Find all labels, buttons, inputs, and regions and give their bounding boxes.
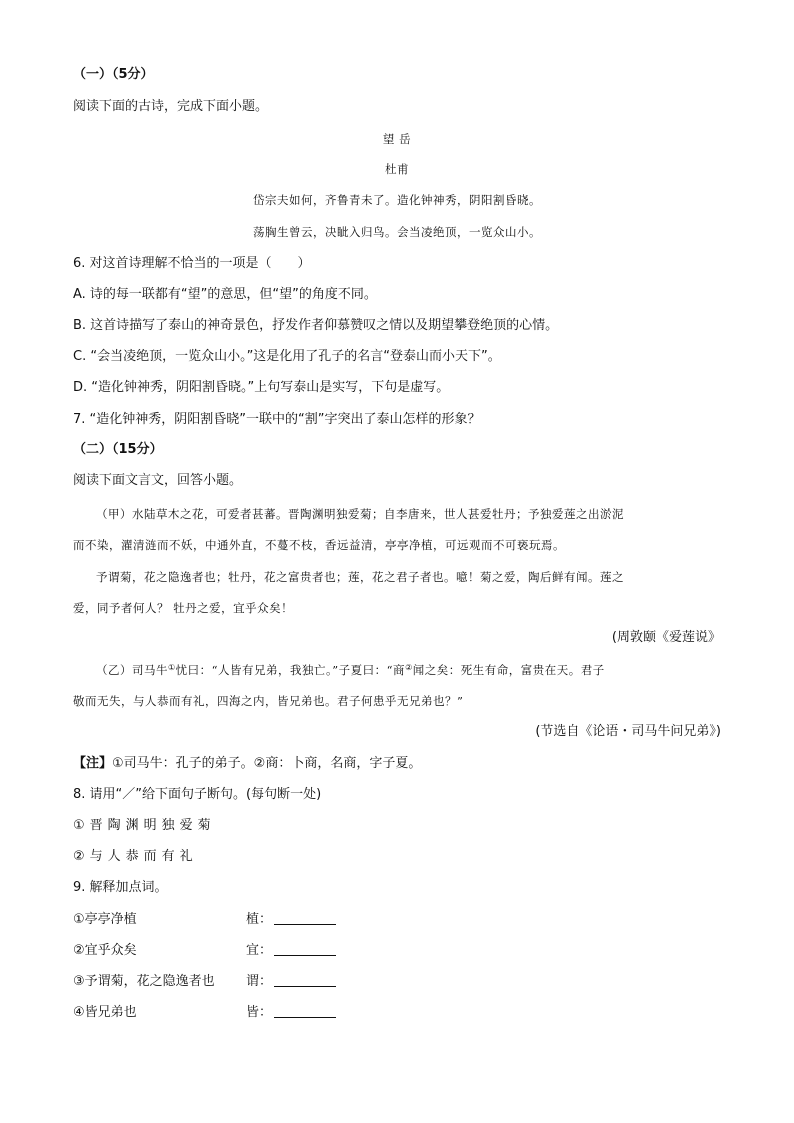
passage-b-line-1-part-2: 忧曰：“人皆有兄弟，我独亡。”子夏曰：“商 — [175, 663, 406, 677]
q6-stem: 6. 对这首诗理解不恰当的一项是（ ） — [73, 256, 311, 271]
note-marker-2: ② — [405, 663, 413, 672]
q9-phrase-2: ②宜乎众矣 — [73, 943, 137, 958]
passage-a-source: (周敦颐《爱莲说》 — [611, 630, 721, 645]
answer-blank-2[interactable] — [274, 942, 336, 956]
poem-line-1: 岱宗夫如何，齐鲁青未了。造化钟神秀，阴阳割昏晓。 — [253, 193, 541, 207]
q9-word-1: 植： — [246, 912, 273, 927]
poem-author: 杜甫 — [385, 162, 409, 176]
q9-phrase-3: ③予谓菊，花之隐逸者也 — [73, 974, 215, 989]
q9-word-3: 谓： — [246, 974, 273, 989]
answer-blank-1[interactable] — [274, 911, 336, 925]
passage-b-line-1-part-3: 闻之矣：死生有命，富贵在天。君子 — [412, 663, 605, 677]
section1-instruction: 阅读下面的古诗，完成下面小题。 — [73, 99, 269, 114]
q9-stem: 9. 解释加点词。 — [73, 880, 168, 895]
q6-option-d: D. “造化钟神秀，阴阳割昏晓。”上句写泰山是实写，下句是虚写。 — [73, 380, 450, 395]
q8-stem: 8. 请用“／”给下面句子断句。(每句断一处) — [73, 787, 322, 802]
q9-answer-3 — [246, 973, 336, 991]
passage-a-line-1: （甲）水陆草木之花，可爱者甚蕃。晋陶渊明独爱菊；自李唐来，世人甚爱牡丹；予独爱莲之出淤泥 — [96, 507, 624, 521]
q7-stem: 7. “造化钟神秀，阴阳割昏晓”一联中的“割”字突出了泰山怎样的形象？ — [73, 412, 481, 427]
passage-b-source: (节选自《论语・司马牛问兄弟》) — [535, 724, 721, 739]
note-marker-1: ① — [168, 663, 176, 672]
note-label: 【注】 — [73, 756, 113, 771]
section2-instruction: 阅读下面文言文，回答小题。 — [73, 473, 243, 488]
poem-line-2: 荡胸生曾云，决眦入归鸟。会当凌绝顶，一览众山小。 — [253, 225, 541, 239]
q9-answer-1 — [246, 911, 336, 929]
q8-item-1: ①晋陶渊明独爱菊 — [73, 818, 216, 833]
passage-b-line-1 — [96, 661, 721, 679]
q9-word-2: 宜： — [246, 943, 273, 958]
answer-blank-4[interactable] — [274, 1004, 336, 1018]
q9-phrase-4: ④皆兄弟也 — [73, 1005, 137, 1020]
poem-title: 望 岳 — [382, 132, 412, 146]
q6-option-a: A. 诗的每一联都有“望”的意思，但“望”的角度不同。 — [73, 287, 377, 302]
answer-blank-3[interactable] — [274, 973, 336, 987]
note-text: ①司马牛：孔子的弟子。②商：卜商，名商，字子夏。 — [112, 756, 422, 771]
q6-option-c: C. “会当凌绝顶，一览众山小。”这是化用了孔子的名言“登泰山而小天下”。 — [73, 349, 501, 364]
q9-answer-2 — [246, 942, 336, 960]
passage-a-line-2: 而不染，濯清涟而不妖，中通外直，不蔓不枝，香远益清，亭亭净植，可远观而不可亵玩焉。 — [73, 538, 565, 552]
passage-a-line-3: 予谓菊，花之隐逸者也；牡丹，花之富贵者也；莲，花之君子者也。噫！菊之爱，陶后鲜有闻。莲之 — [96, 570, 624, 584]
passage-b-line-2: 敬而无失，与人恭而有礼，四海之内，皆兄弟也。君子何患乎无兄弟也？” — [73, 694, 464, 708]
q9-answer-4 — [246, 1004, 336, 1022]
annotation-note — [73, 755, 723, 773]
passage-b-line-1-part-1: （乙）司马牛 — [96, 663, 168, 677]
passage-a-line-4: 爱，同予者何人？ 牡丹之爱，宜乎众矣！ — [73, 601, 294, 615]
q8-item-2: ②与人恭而有礼 — [73, 849, 198, 864]
q6-option-b: B. 这首诗描写了泰山的神奇景色，抒发作者仰慕赞叹之情以及期望攀登绝顶的心情。 — [73, 318, 559, 333]
section1-header: （一）（5分） — [73, 67, 154, 82]
q9-word-4: 皆： — [246, 1005, 273, 1020]
q9-phrase-1: ①亭亭净植 — [73, 912, 137, 927]
section2-header: （二）（15分） — [73, 442, 163, 457]
